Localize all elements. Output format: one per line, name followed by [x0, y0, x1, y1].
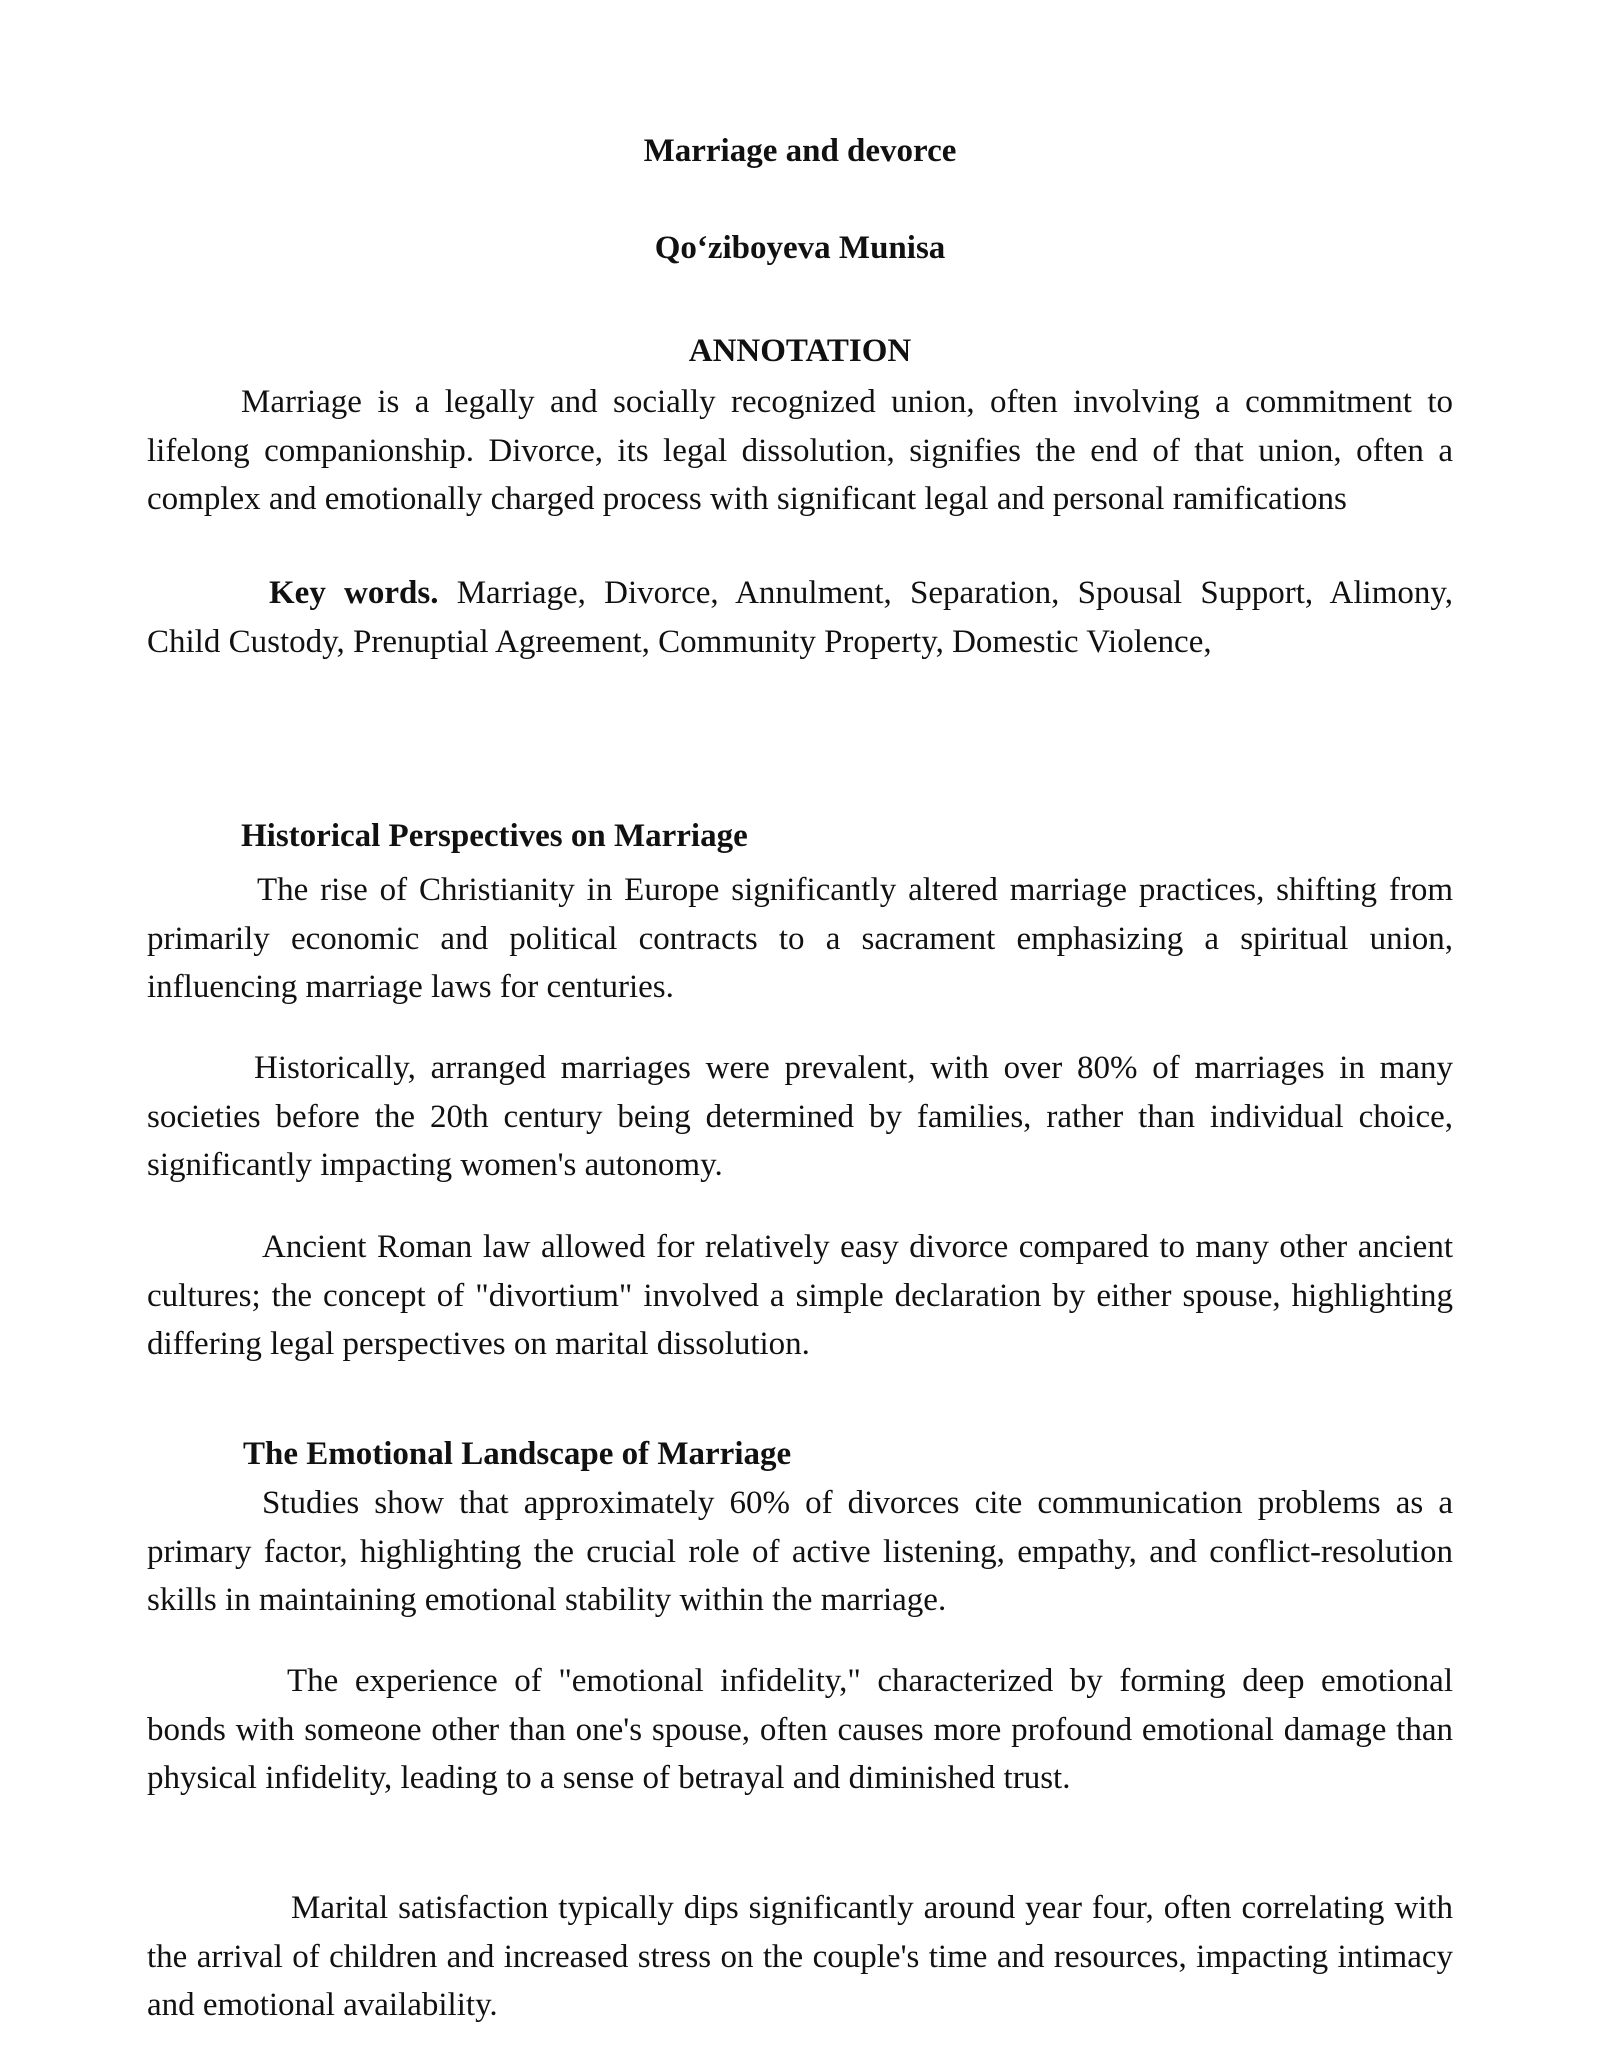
keywords-label: Key words. [269, 575, 439, 611]
keywords-paragraph [147, 569, 1453, 666]
section2-paragraph-1: Studies show that approximately 60% of divorces cite communication problems as a primary factor, highlighting the crucial role of active listening, empathy, and conflict-resolution skills in maintaining emotional stability within the marriage. [147, 1485, 1453, 1618]
keywords-text: Marriage, Divorce, Annulment, Separation, Spousal Support, Alimony, Child Custody, Prenuptial Agreement, Community Property, Domestic Violence, [147, 575, 1453, 660]
annotation-heading: ANNOTATION [688, 333, 912, 369]
author-name: Qo‘ziboyeva Munisa [654, 230, 946, 266]
section-heading-historical: Historical Perspectives on Marriage [241, 818, 748, 854]
annotation-paragraph: Marriage is a legally and socially recognized union, often involving a commitment to lifelong companionship. Divorce, its legal dissolution, signifies the end of that union, often a complex and emotionally charged process with significant legal and personal ramifications [147, 384, 1453, 517]
section1-paragraph-2: Historically, arranged marriages were prevalent, with over 80% of marriages in many societies before the 20th century being determined by families, rather than individual choice, significantly impacting women's autonomy. [147, 1050, 1453, 1183]
section1-paragraph-1: The rise of Christianity in Europe significantly altered marriage practices, shifting from primarily economic and political contracts to a sacrament emphasizing a spiritual union, influencing marriage laws for centuries. [147, 872, 1453, 1005]
section1-paragraph-3: Ancient Roman law allowed for relatively easy divorce compared to many other ancient cultures; the concept of "divortium" involved a simple declaration by either spouse, highlighting differing legal perspectives on marital dissolution. [147, 1229, 1453, 1362]
section2-paragraph-3: Marital satisfaction typically dips significantly around year four, often correlating with the arrival of children and increased stress on the couple's time and resources, impacting intimacy and emotional availability. [147, 1890, 1453, 2023]
document-title: Marriage and devorce [643, 133, 957, 169]
section-heading-emotional: The Emotional Landscape of Marriage [243, 1436, 792, 1472]
section2-paragraph-2: The experience of "emotional infidelity," characterized by forming deep emotional bonds with someone other than one's spouse, often causes more profound emotional damage than physical infidelity, leading to a sense of betrayal and diminished trust. [147, 1663, 1453, 1796]
